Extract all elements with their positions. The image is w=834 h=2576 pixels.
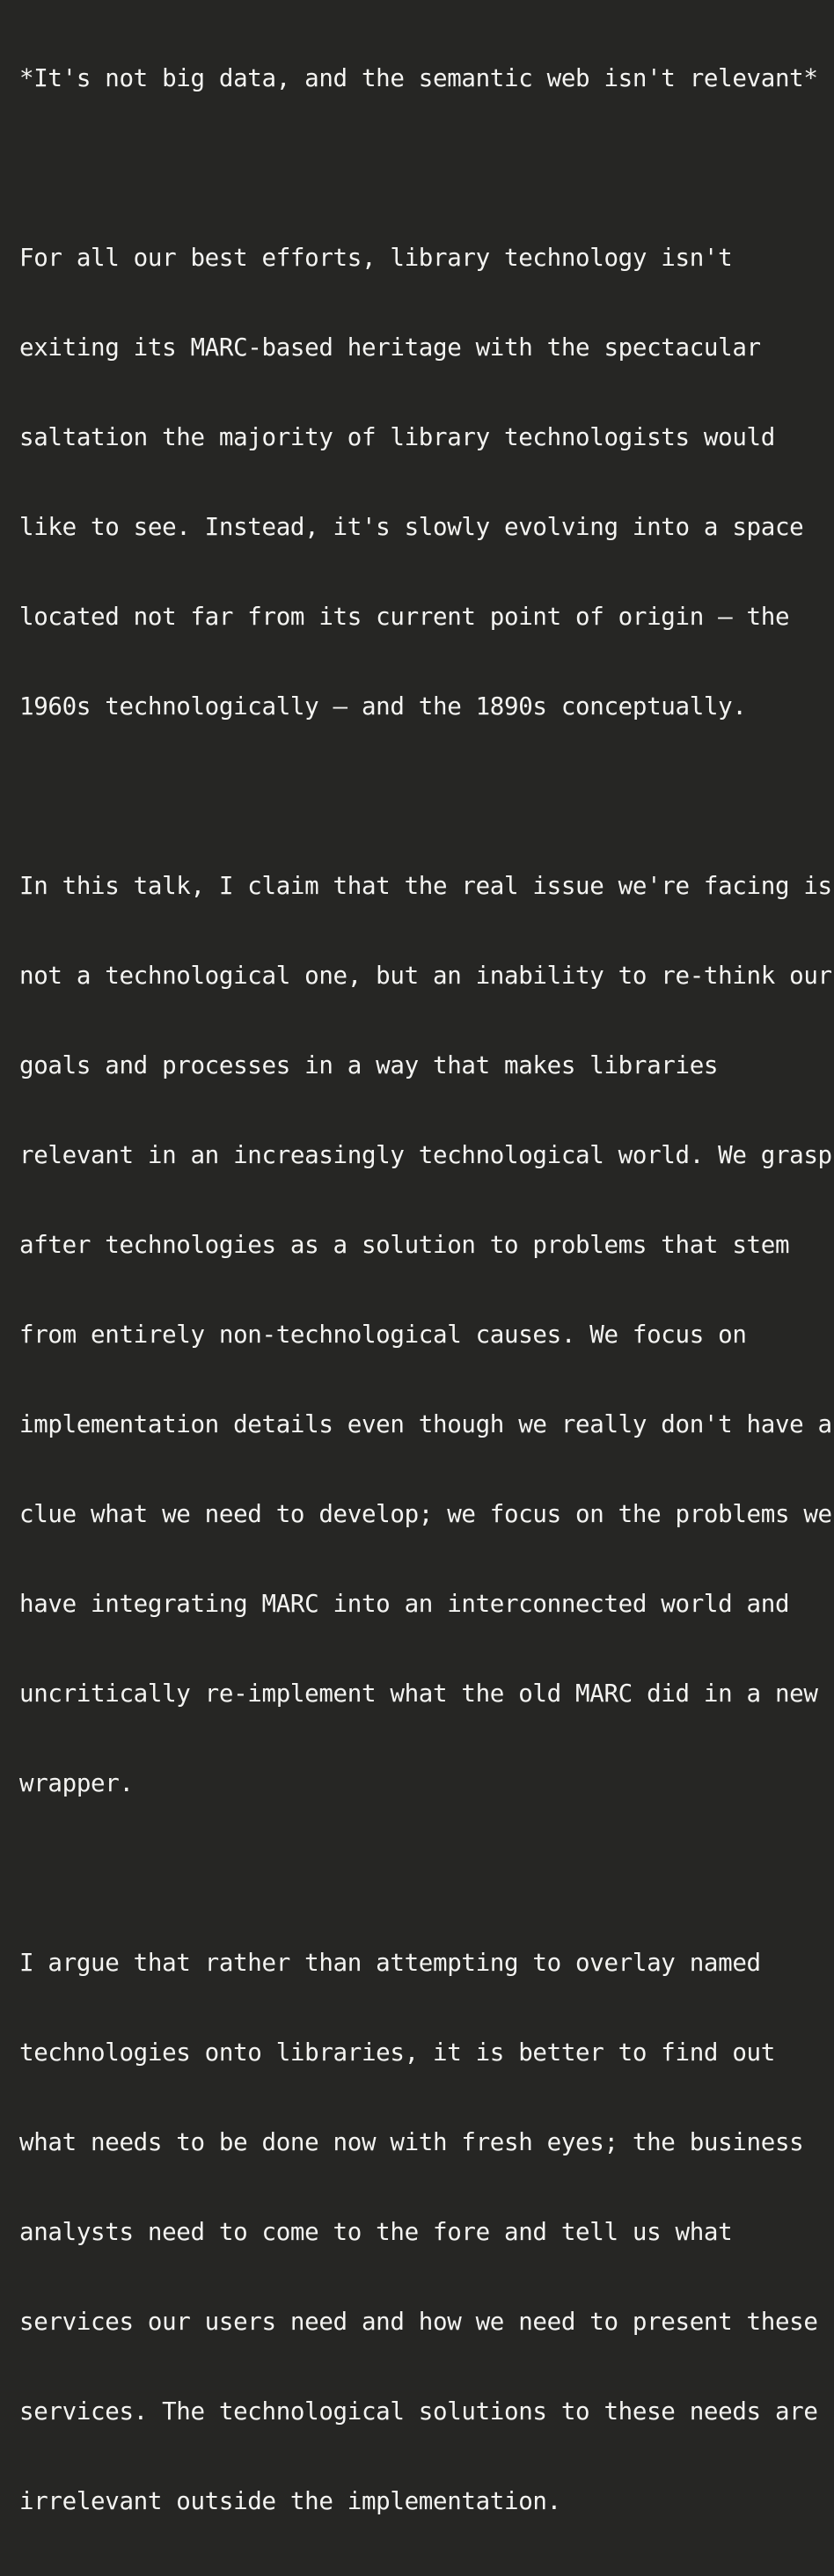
terminal-line: not a technological one, but an inability to re-think our <box>19 962 832 990</box>
terminal-line: clue what we need to develop; we focus on the problems we <box>19 1500 832 1528</box>
terminal-line: have integrating MARC into an interconnected world and <box>19 1590 790 1618</box>
terminal-line: uncritically re-implement what the old MARC did in a new <box>19 1680 818 1708</box>
terminal-line <box>19 153 832 183</box>
terminal-line: I argue that rather than attempting to overlay named <box>19 1949 761 1977</box>
terminal-line: exiting its MARC-based heritage with the spectacular <box>19 333 761 362</box>
terminal-line: from entirely non-technological causes. We focus on <box>19 1321 747 1349</box>
terminal-line: wrapper. <box>19 1769 134 1797</box>
terminal-line: like to see. Instead, it's slowly evolving into a space <box>19 513 804 541</box>
terminal-line: analysts need to come to the fore and tell us what <box>19 2218 733 2246</box>
terminal-line: located not far from its current point of origin – the <box>19 603 790 631</box>
terminal-line: services our users need and how we need to present these <box>19 2308 818 2336</box>
terminal-line: services. The technological solutions to these needs are <box>19 2397 818 2426</box>
terminal-line-title: *It's not big data, and the semantic web isn't relevant* <box>19 64 818 92</box>
terminal-line: implementation details even though we really don't have a <box>19 1410 832 1438</box>
terminal-line: relevant in an increasingly technological world. We grasp <box>19 1141 832 1169</box>
terminal-line: In this talk, I claim that the real issue we're facing is <box>19 872 832 900</box>
terminal-line: technologies onto libraries, it is better to find out <box>19 2038 775 2067</box>
terminal-line <box>19 781 832 811</box>
terminal-text <box>19 4 832 2576</box>
terminal-line: goals and processes in a way that makes libraries <box>19 1051 719 1079</box>
terminal-line: saltation the majority of library technologists would <box>19 423 775 451</box>
terminal-line: irrelevant outside the implementation. <box>19 2487 561 2515</box>
terminal-line: 1960s technologically – and the 1890s conceptually. <box>19 692 747 721</box>
terminal-line <box>19 1858 832 1888</box>
terminal-line: For all our best efforts, library technology isn't <box>19 244 733 272</box>
terminal-line: after technologies as a solution to problems that stem <box>19 1231 790 1259</box>
terminal-line: what needs to be done now with fresh eyes; the business <box>19 2128 804 2156</box>
